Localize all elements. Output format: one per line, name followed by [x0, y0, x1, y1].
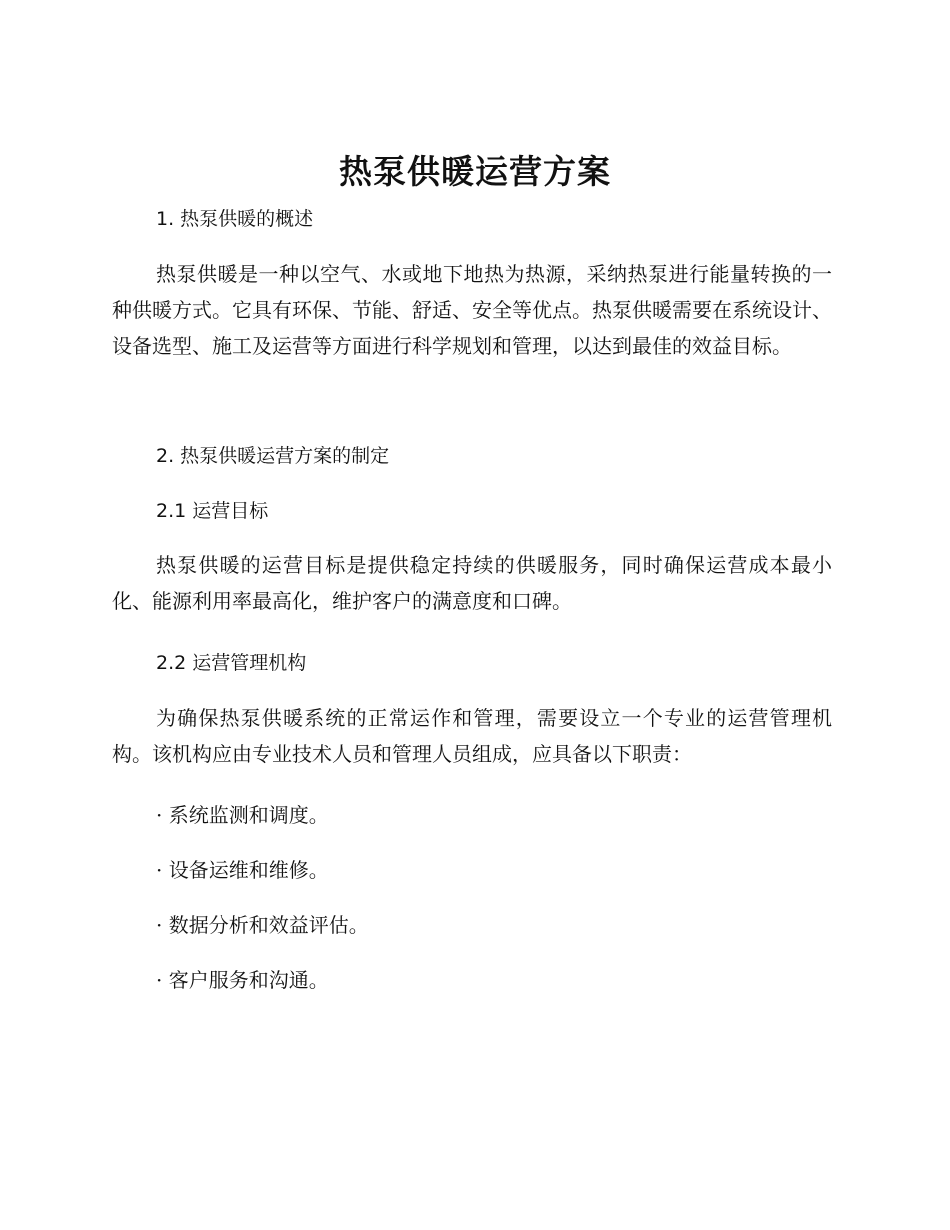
section-2-heading: 2. 热泵供暖运营方案的制定: [156, 445, 390, 467]
section-2-1-heading: 2.1 运营目标: [156, 500, 269, 522]
section-2-2-paragraph: 为确保热泵供暖系统的正常运作和管理，需要设立一个专业的运营管理机构。该机构应由专业技术人员和管理人员组成，应具备以下职责：: [112, 706, 832, 766]
section-2-2-heading: 2.2 运营管理机构: [156, 652, 307, 674]
list-item: · 客户服务和沟通。: [156, 968, 329, 992]
list-item: · 数据分析和效益评估。: [156, 913, 369, 937]
list-item: · 系统监测和调度。: [156, 803, 329, 827]
section-1-paragraph: 热泵供暖是一种以空气、水或地下地热为热源，采纳热泵进行能量转换的一种供暖方式。它具有环保、节能、舒适、安全等优点。热泵供暖需要在系统设计、设备选型、施工及运营等方面进行科学规划和管理，以达到最佳的效益目标。: [112, 262, 832, 358]
section-1-heading: 1. 热泵供暖的概述: [156, 208, 314, 230]
document-title: 热泵供暖运营方案: [339, 152, 611, 191]
section-2-1-paragraph: 热泵供暖的运营目标是提供稳定持续的供暖服务，同时确保运营成本最小化、能源利用率最高化，维护客户的满意度和口碑。: [112, 553, 832, 613]
list-item: · 设备运维和维修。: [156, 858, 329, 882]
